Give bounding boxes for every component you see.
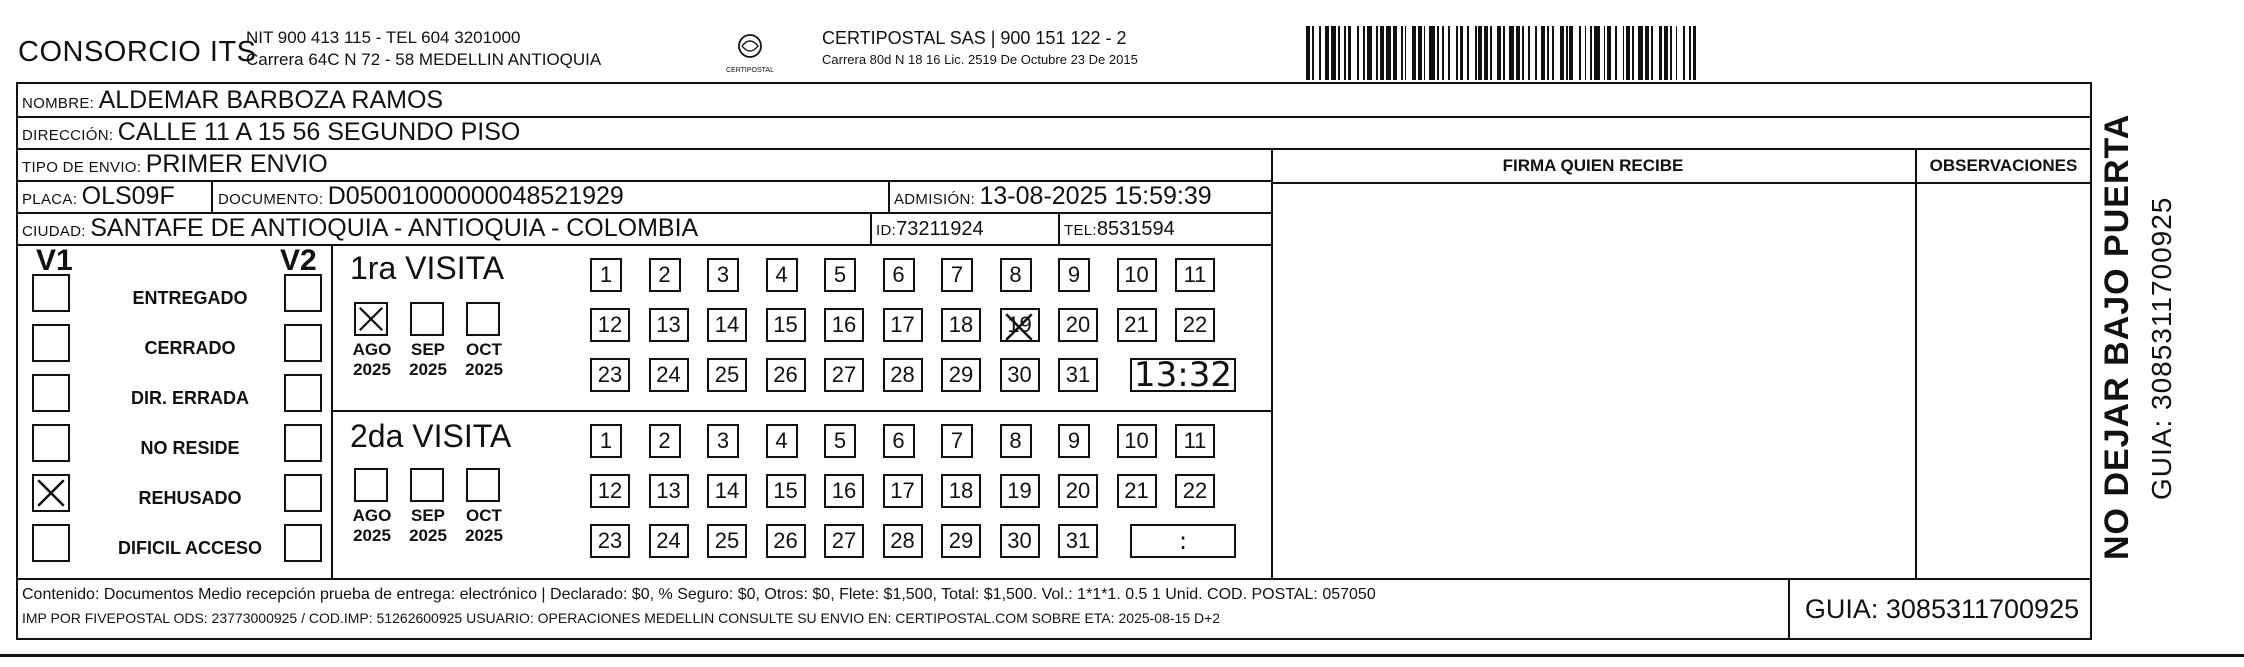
logo-wordmark: CERTIPOSTAL xyxy=(726,67,774,74)
footer-divider xyxy=(18,578,2090,580)
v1-checkbox[interactable] xyxy=(32,374,70,412)
day-box[interactable] xyxy=(824,258,856,292)
day-box[interactable] xyxy=(1058,424,1090,458)
month-checkbox[interactable] xyxy=(410,468,444,502)
month-checkbox[interactable] xyxy=(354,468,388,502)
day-number: 10 xyxy=(1124,428,1149,453)
day-box[interactable] xyxy=(1058,474,1098,508)
day-box[interactable] xyxy=(590,524,630,558)
month-name: OCT xyxy=(466,340,502,359)
day-number: 31 xyxy=(1065,362,1091,387)
day-box[interactable] xyxy=(1058,258,1090,292)
day-number: 26 xyxy=(773,528,798,553)
v1-checkbox[interactable] xyxy=(32,274,70,312)
bottom-rule xyxy=(0,654,2244,657)
day-box[interactable] xyxy=(941,308,981,342)
day-box[interactable] xyxy=(766,308,806,342)
day-box[interactable] xyxy=(590,474,630,508)
day-box[interactable] xyxy=(707,308,747,342)
v2-checkbox[interactable] xyxy=(284,474,322,512)
visit-divider xyxy=(331,410,1271,412)
second-visit-time[interactable]: : xyxy=(1130,524,1236,558)
v2-checkbox[interactable] xyxy=(284,374,322,412)
month-name: SEP xyxy=(410,506,446,525)
tipo-value: PRIMER ENVIO xyxy=(145,150,328,178)
day-box[interactable] xyxy=(1058,308,1098,342)
day-number: 21 xyxy=(1124,478,1149,503)
day-box[interactable] xyxy=(1000,524,1040,558)
day-box[interactable] xyxy=(1175,258,1215,292)
placa-label: PLACA: xyxy=(22,191,78,208)
day-box[interactable] xyxy=(883,524,923,558)
day-number: 10 xyxy=(1124,262,1149,287)
day-number: 18 xyxy=(948,478,974,503)
v2-checkbox[interactable] xyxy=(284,274,322,312)
month-year: 2025 xyxy=(465,526,503,545)
day-number: 22 xyxy=(1182,312,1208,337)
month-checkbox[interactable] xyxy=(466,468,500,502)
tel-cell xyxy=(1064,218,1175,241)
day-number: 29 xyxy=(948,362,974,387)
barcode xyxy=(1306,26,1936,80)
placa-value: OLS09F xyxy=(81,182,175,210)
day-number: 3 xyxy=(716,428,730,453)
day-number: 30 xyxy=(1007,362,1032,387)
day-number: 9 xyxy=(1067,262,1081,287)
tel-label: TEL: xyxy=(1064,222,1097,239)
day-number: 1 xyxy=(599,428,613,453)
day-box[interactable] xyxy=(941,258,973,292)
direccion-value: CALLE 11 A 15 56 SEGUNDO PISO xyxy=(117,118,521,146)
day-number: 6 xyxy=(892,262,905,287)
day-number: 23 xyxy=(597,362,623,387)
day-number: 12 xyxy=(597,478,623,503)
month-year: 2025 xyxy=(353,360,391,379)
month-name: AGO xyxy=(352,340,392,359)
day-box[interactable] xyxy=(1000,424,1032,458)
cell-divider xyxy=(211,180,213,212)
day-box[interactable] xyxy=(766,424,798,458)
day-box[interactable] xyxy=(590,308,630,342)
month-name: AGO xyxy=(352,506,392,525)
day-number: 13 xyxy=(656,478,681,503)
day-box[interactable] xyxy=(707,358,747,392)
day-box[interactable] xyxy=(1058,524,1098,558)
month-label xyxy=(344,340,400,380)
status-option-label: ENTREGADO xyxy=(132,288,248,308)
day-box[interactable] xyxy=(883,258,915,292)
barcode-space xyxy=(1696,26,1702,80)
first-visit-title: 1ra VISITA xyxy=(350,250,505,286)
day-box[interactable] xyxy=(824,524,864,558)
tipo-row xyxy=(22,150,328,179)
day-box[interactable] xyxy=(1058,358,1098,392)
day-box[interactable] xyxy=(824,358,864,392)
documento-label: DOCUMENTO: xyxy=(218,191,324,208)
day-number: 12 xyxy=(597,312,623,337)
day-number: 23 xyxy=(597,528,623,553)
day-number: 27 xyxy=(831,362,857,387)
day-box[interactable] xyxy=(766,358,806,392)
carrier-address: Carrera 80d N 18 16 Lic. 2519 De Octubre 23 De 2015 xyxy=(822,52,1138,67)
direccion-label: DIRECCIÓN: xyxy=(22,127,114,144)
id-cell xyxy=(876,218,984,241)
month-checkbox[interactable] xyxy=(354,302,388,336)
admision-cell xyxy=(894,182,1212,211)
day-box[interactable] xyxy=(707,474,747,508)
observaciones-header: OBSERVACIONES xyxy=(1929,156,2078,175)
v2-header: V2 xyxy=(280,244,317,277)
day-number: 20 xyxy=(1065,478,1091,503)
cell-divider xyxy=(1058,212,1060,244)
month-label xyxy=(400,506,456,546)
day-number: 28 xyxy=(890,528,915,553)
cell-divider xyxy=(870,212,872,244)
nombre-value: ALDEMAR BARBOZA RAMOS xyxy=(98,86,444,114)
footer-content: Contenido: Documentos Medio recepción prueba de entrega: electrónico | Declarado: $0, % Seguro: $0, Otros: $0, Flete: $1,500, Total: $1,500. Vol.: 1*1*1. 0.5 1 Unid. COD. POSTAL: 057050 xyxy=(22,586,1376,603)
month-checkbox[interactable] xyxy=(466,302,500,336)
day-number: 19 xyxy=(1007,312,1032,337)
id-label: ID: xyxy=(876,222,897,239)
day-box[interactable] xyxy=(1117,474,1157,508)
day-box[interactable] xyxy=(649,358,689,392)
certipostal-logo xyxy=(720,30,780,78)
day-box[interactable] xyxy=(1000,258,1032,292)
day-box[interactable] xyxy=(883,308,923,342)
day-number: 24 xyxy=(656,528,681,553)
day-number: 7 xyxy=(950,428,964,453)
direccion-row xyxy=(22,118,520,147)
v2-checkbox[interactable] xyxy=(284,524,322,562)
nombre-row xyxy=(22,86,443,115)
day-number: 22 xyxy=(1182,478,1208,503)
day-number: 9 xyxy=(1067,428,1081,453)
day-number: 25 xyxy=(714,362,740,387)
day-number: 14 xyxy=(714,312,740,337)
day-number: 11 xyxy=(1183,262,1207,287)
month-year: 2025 xyxy=(465,360,503,379)
day-box[interactable] xyxy=(649,474,689,508)
day-number: 17 xyxy=(890,478,915,503)
footer-imp: IMP POR FIVEPOSTAL ODS: 23773000925 / COD.IMP: 51262600925 USUARIO: OPERACIONES MEDELLIN CONSULTE SU ENVIO EN: CERTIPOSTAL.COM SOBRE ETA: 2025-08-15 D+2 xyxy=(22,610,1221,626)
day-number: 5 xyxy=(833,262,847,287)
month-year: 2025 xyxy=(353,526,391,545)
ciudad-value: SANTAFE DE ANTIOQUIA - ANTIOQUIA - COLOMBIA xyxy=(90,214,699,242)
ciudad-label: CIUDAD: xyxy=(22,223,86,240)
day-number: 16 xyxy=(831,312,857,337)
documento-cell xyxy=(218,182,624,211)
v1-checkbox[interactable] xyxy=(32,474,70,512)
month-name: OCT xyxy=(466,506,502,525)
day-box[interactable] xyxy=(649,258,681,292)
day-number: 4 xyxy=(775,262,788,287)
day-box[interactable] xyxy=(1117,258,1157,292)
company-address: Carrera 64C N 72 - 58 MEDELLIN ANTIOQUIA xyxy=(246,50,602,69)
status-option-label: REHUSADO xyxy=(138,488,242,508)
admision-value: 13-08-2025 15:59:39 xyxy=(979,182,1212,210)
day-box[interactable] xyxy=(1117,308,1157,342)
month-year: 2025 xyxy=(409,526,447,545)
v1-checkbox[interactable] xyxy=(32,424,70,462)
admision-label: ADMISIÓN: xyxy=(894,191,976,208)
day-box[interactable] xyxy=(649,424,681,458)
day-number: 28 xyxy=(890,362,915,387)
day-box[interactable] xyxy=(766,474,806,508)
day-number: 16 xyxy=(831,478,857,503)
v1-header: V1 xyxy=(36,244,73,277)
row-divider xyxy=(1271,182,2090,184)
ciudad-cell xyxy=(22,214,698,243)
first-visit-time[interactable]: 13:32 xyxy=(1130,358,1236,392)
v1-checkbox[interactable] xyxy=(32,324,70,362)
no-dejar-warning: NO DEJAR BAJO PUERTA xyxy=(2098,113,2136,560)
day-box[interactable] xyxy=(883,358,923,392)
day-number: 14 xyxy=(714,478,740,503)
day-number: 27 xyxy=(831,528,857,553)
day-number: 30 xyxy=(1007,528,1032,553)
side-guia: GUIA: 3085311700925 xyxy=(2146,196,2177,500)
status-option-label: DIR. ERRADA xyxy=(130,388,249,408)
day-number: 20 xyxy=(1065,312,1091,337)
day-box[interactable] xyxy=(649,308,689,342)
footer-guia: GUIA: 3085311700925 xyxy=(1804,594,2080,624)
day-number: 3 xyxy=(716,262,730,287)
v2-checkbox[interactable] xyxy=(284,324,322,362)
day-number: 24 xyxy=(656,362,681,387)
carrier-name: CERTIPOSTAL SAS | 900 151 122 - 2 xyxy=(822,28,1127,48)
day-number: 25 xyxy=(714,528,740,553)
day-box[interactable] xyxy=(1000,358,1040,392)
row-divider xyxy=(18,148,2090,150)
month-checkbox[interactable] xyxy=(410,302,444,336)
day-number: 13 xyxy=(656,312,681,337)
day-number: 21 xyxy=(1124,312,1149,337)
day-number: 2 xyxy=(658,428,671,453)
month-label xyxy=(344,506,400,546)
cell-divider xyxy=(888,180,890,212)
footer-guia-divider xyxy=(1788,578,1790,640)
day-box[interactable] xyxy=(590,358,630,392)
day-box[interactable] xyxy=(824,474,864,508)
day-number: 8 xyxy=(1009,428,1022,453)
column-divider xyxy=(1915,148,1917,578)
firma-header: FIRMA QUIEN RECIBE xyxy=(1502,156,1684,175)
day-box[interactable] xyxy=(1000,308,1040,342)
day-number: 31 xyxy=(1065,528,1091,553)
day-box[interactable] xyxy=(590,424,622,458)
company-name: CONSORCIO ITS xyxy=(18,36,257,68)
day-box[interactable] xyxy=(824,308,864,342)
day-box[interactable] xyxy=(941,474,981,508)
day-box[interactable] xyxy=(766,524,806,558)
status-option-label: NO RESIDE xyxy=(140,438,240,458)
day-box[interactable] xyxy=(1175,424,1215,458)
v1-checkbox[interactable] xyxy=(32,524,70,562)
day-box[interactable] xyxy=(590,258,622,292)
day-cross-mark xyxy=(1002,310,1036,352)
day-box[interactable] xyxy=(1175,308,1215,342)
day-number: 2 xyxy=(658,262,671,287)
day-number: 7 xyxy=(950,262,964,287)
day-box[interactable] xyxy=(707,258,739,292)
day-number: 1 xyxy=(599,262,613,287)
day-number: 19 xyxy=(1007,478,1032,503)
placa-cell xyxy=(22,182,175,211)
row-divider xyxy=(18,244,1271,246)
day-number: 5 xyxy=(833,428,847,453)
day-box[interactable] xyxy=(883,474,923,508)
id-value: 73211924 xyxy=(896,218,984,240)
day-number: 17 xyxy=(890,312,915,337)
status-option-label: DIFICIL ACCESO xyxy=(117,538,262,558)
day-number: 18 xyxy=(948,312,974,337)
day-box[interactable] xyxy=(1175,474,1215,508)
tel-value: 8531594 xyxy=(1096,218,1175,240)
month-name: SEP xyxy=(410,340,446,359)
day-number: 29 xyxy=(948,528,974,553)
day-number: 26 xyxy=(773,362,798,387)
day-box[interactable] xyxy=(649,524,689,558)
day-box[interactable] xyxy=(707,524,747,558)
second-visit-title: 2da VISITA xyxy=(350,418,512,454)
month-label xyxy=(456,340,512,380)
delivery-form xyxy=(16,82,2092,640)
day-box[interactable] xyxy=(766,258,798,292)
day-number: 15 xyxy=(773,478,798,503)
nombre-label: NOMBRE: xyxy=(22,95,95,112)
tipo-label: TIPO DE ENVIO: xyxy=(22,159,142,176)
month-year: 2025 xyxy=(409,360,447,379)
day-box[interactable] xyxy=(941,358,981,392)
day-number: 15 xyxy=(773,312,798,337)
day-box[interactable] xyxy=(707,424,739,458)
documento-value: D05001000000048521929 xyxy=(327,182,624,210)
month-label xyxy=(456,506,512,546)
column-divider xyxy=(1271,148,1273,578)
day-number: 6 xyxy=(892,428,905,453)
day-box[interactable] xyxy=(824,424,856,458)
day-box[interactable] xyxy=(1000,474,1040,508)
day-box[interactable] xyxy=(941,424,973,458)
month-label xyxy=(400,340,456,380)
status-option-label: CERRADO xyxy=(144,338,236,358)
day-box[interactable] xyxy=(1117,424,1157,458)
day-box[interactable] xyxy=(941,524,981,558)
v2-checkbox[interactable] xyxy=(284,424,322,462)
day-box[interactable] xyxy=(883,424,915,458)
day-number: 8 xyxy=(1009,262,1022,287)
company-nit: NIT 900 413 115 - TEL 604 3201000 xyxy=(246,28,521,47)
day-number: 4 xyxy=(775,428,788,453)
day-number: 11 xyxy=(1183,428,1207,453)
